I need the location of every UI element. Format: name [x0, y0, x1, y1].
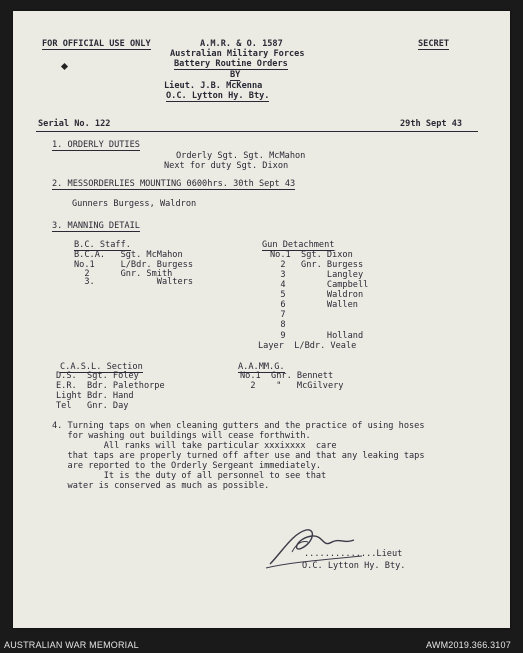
gun-detachment-row: Layer L/Bdr. Veale: [258, 341, 357, 351]
item4-line: 4. Turning taps on when cleaning gutters and the practice of using hoses: [52, 421, 425, 431]
order-reference: A.M.R. & O. 1587: [200, 39, 283, 49]
casl-section-title: C.A.S.L. Section: [60, 362, 143, 372]
official-use-label: FOR OFFICIAL USE ONLY: [42, 39, 151, 49]
signature-line: ..............Lieut: [304, 549, 403, 559]
serial-number: Serial No. 122: [38, 119, 111, 129]
item4-line: All ranks will take particular xxxixxxx care: [52, 441, 337, 451]
casl-section-row: D.S. Sgt. Foley: [56, 371, 139, 381]
orderly-duties-heading: 1. ORDERLY DUTIES: [52, 140, 140, 150]
item4-line: water is conserved as much as possible.: [52, 481, 270, 491]
archive-credit: AUSTRALIAN WAR MEMORIAL: [4, 640, 139, 650]
item4-line: It is the duty of all personnel to see that: [52, 471, 327, 481]
archive-reference: AWM2019.366.3107: [426, 640, 511, 650]
secret-label: SECRET: [418, 39, 450, 49]
aamg-title: A.A.MM.G.: [238, 362, 285, 372]
item4-line: are reported to the Orderly Sergeant immediately.: [52, 461, 322, 471]
messorderlies-gunners: Gunners Burgess, Waldron: [72, 199, 197, 209]
serial-rule: [36, 131, 478, 132]
gun-detachment-row: 8: [270, 320, 286, 330]
bc-staff-row: No.1 L/Bdr. Burgess: [74, 260, 193, 270]
orderly-sergeant: Orderly Sgt. Sgt. McMahon: [176, 151, 306, 161]
casl-section-row: Light Bdr. Hand: [56, 391, 134, 401]
gun-detachment-title: Gun Detachment: [262, 240, 335, 250]
aamg-row: 2 " McGilvery: [240, 381, 344, 391]
manning-detail-heading: 3. MANNING DETAIL: [52, 221, 140, 231]
issuing-officer: Lieut. J.B. McKenna: [164, 81, 263, 91]
bc-staff-row: 3. Walters: [74, 277, 193, 287]
bc-staff-row: 2 Gnr. Smith: [74, 269, 173, 279]
by-label: BY: [230, 70, 241, 80]
gun-detachment-row: No.1 Sgt. Dixon: [270, 250, 353, 260]
gun-detachment-row: 9 Holland: [270, 331, 364, 341]
bc-staff-row: B.C.A. Sgt. McMahon: [74, 250, 183, 260]
aamg-row: No.1 Gnr. Bennett: [240, 371, 334, 381]
gun-detachment-row: 4 Campbell: [270, 280, 369, 290]
document-title: Battery Routine Orders: [174, 59, 288, 69]
gun-detachment-row: 2 Gnr. Burgess: [270, 260, 364, 270]
gun-detachment-row: 7: [270, 310, 286, 320]
signature-unit: O.C. Lytton Hy. Bty.: [302, 561, 406, 571]
item4-line: for washing out buildings will cease forthwith.: [52, 431, 311, 441]
gun-detachment-row: 5 Waldron: [270, 290, 364, 300]
bc-staff-title: B.C. Staff.: [74, 240, 131, 250]
issuing-unit: O.C. Lytton Hy. Bty.: [166, 91, 270, 101]
casl-section-row: Tel Gnr. Day: [56, 401, 129, 411]
item4-line: that taps are properly turned off after use and that any leaking taps: [52, 451, 425, 461]
gun-detachment-row: 6 Wallen: [270, 300, 358, 310]
gun-detachment-row: 3 Langley: [270, 270, 364, 280]
next-for-duty: Next for duty Sgt. Dixon: [164, 161, 289, 171]
organization: Australian Military Forces: [170, 49, 305, 59]
messorderlies-heading: 2. MESSORDERLIES MOUNTING 0600hrs. 30th Sept 43: [52, 179, 296, 189]
order-date: 29th Sept 43: [400, 119, 463, 129]
casl-section-row: E.R. Bdr. Palethorpe: [56, 381, 165, 391]
